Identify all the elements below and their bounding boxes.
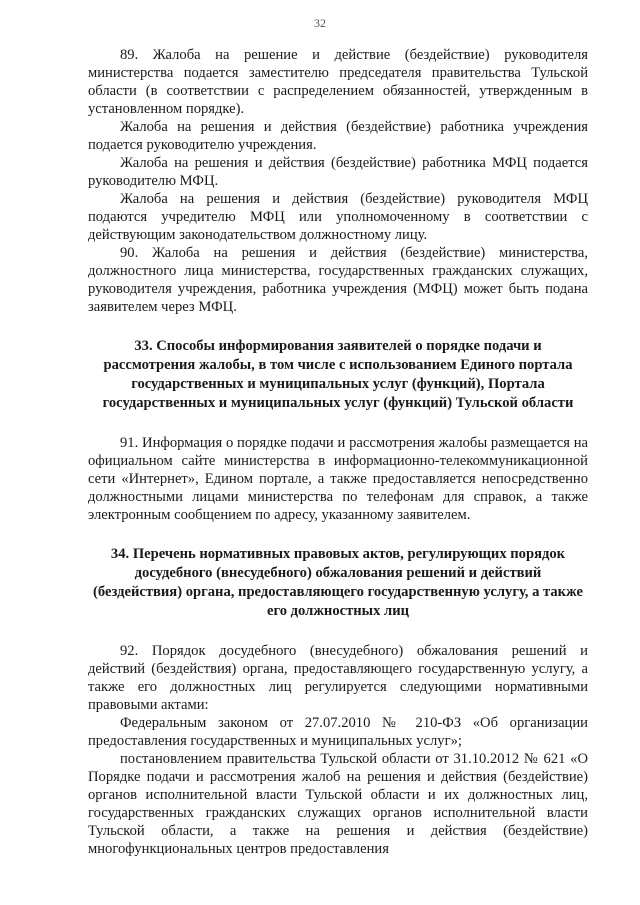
paragraph-federal-law: Федеральным законом от 27.07.2010 № 210-ФЗ «Об организации предоставления государственных и муниципальных услуг»; xyxy=(88,715,588,749)
paragraph-92: 92. Порядок досудебного (внесудебного) обжалования решений и действий (бездействия) органа, предоставляющего государственную услугу, а также его должностных лиц регулируется следующими нормативными правовыми актами: xyxy=(88,643,588,713)
paragraph-91: 91. Информация о порядке подачи и рассмотрения жалобы размещается на официальном сайте министерства в информационно-телекоммуникационной сети «Интернет», Едином портале, а также предоставляется непосредственно должностными лицами министерства по телефонам для справок, а также электронным сообщением по адресу, указанному заявителем. xyxy=(88,435,588,523)
paragraph-90: 90. Жалоба на решения и действия (бездействие) министерства, должностного лица министерства, государственных гражданских служащих, руководителя учреждения, работника учреждения (МФЦ) может быть подана заявителем через МФЦ. xyxy=(88,245,588,315)
section-33-heading: 33. Способы информирования заявителей о порядке подачи и рассмотрения жалобы, в том числе с использованием Единого портала государственных и муниципальных услуг (функций), Портала государственных и муниципальных услуг (функций) Тульской области xyxy=(102,338,574,411)
section-34-heading: 34. Перечень нормативных правовых актов, регулирующих порядок досудебного (внесудебного) обжалования решений и действий (бездействия) органа, предоставляющего государственную услугу, а также его должностных лиц xyxy=(93,546,583,619)
paragraph-worker-complaint: Жалоба на решения и действия (бездействие) работника учреждения подается руководителю учреждения. xyxy=(88,119,588,153)
paragraph-mfc-worker-complaint: Жалоба на решения и действия (бездействие) работника МФЦ подается руководителю МФЦ. xyxy=(88,155,588,189)
paragraph-resolution-621: постановлением правительства Тульской области от 31.10.2012 № 621 «О Порядке подачи и рассмотрения жалоб на решения и действия (бездействие) органов исполнительной власти Тульской области и их должностных лиц, государственных гражданских служащих органов исполнительной власти Тульской области, а также на решения и действия (бездействие) многофункциональных центров предоставления xyxy=(88,751,588,857)
document-body xyxy=(88,46,588,858)
paragraph-mfc-head-complaint: Жалоба на решения и действия (бездействие) руководителя МФЦ подаются учредителю МФЦ или уполномоченному в соответствии с действующим законодательством должностному лицу. xyxy=(88,191,588,243)
page-number: 32 xyxy=(314,16,326,30)
paragraph-89: 89. Жалоба на решение и действие (бездействие) руководителя министерства подается заместителю председателя правительства Тульской области (в соответствии с распределением обязанностей, утвержденным в установленном порядке). xyxy=(88,47,588,117)
